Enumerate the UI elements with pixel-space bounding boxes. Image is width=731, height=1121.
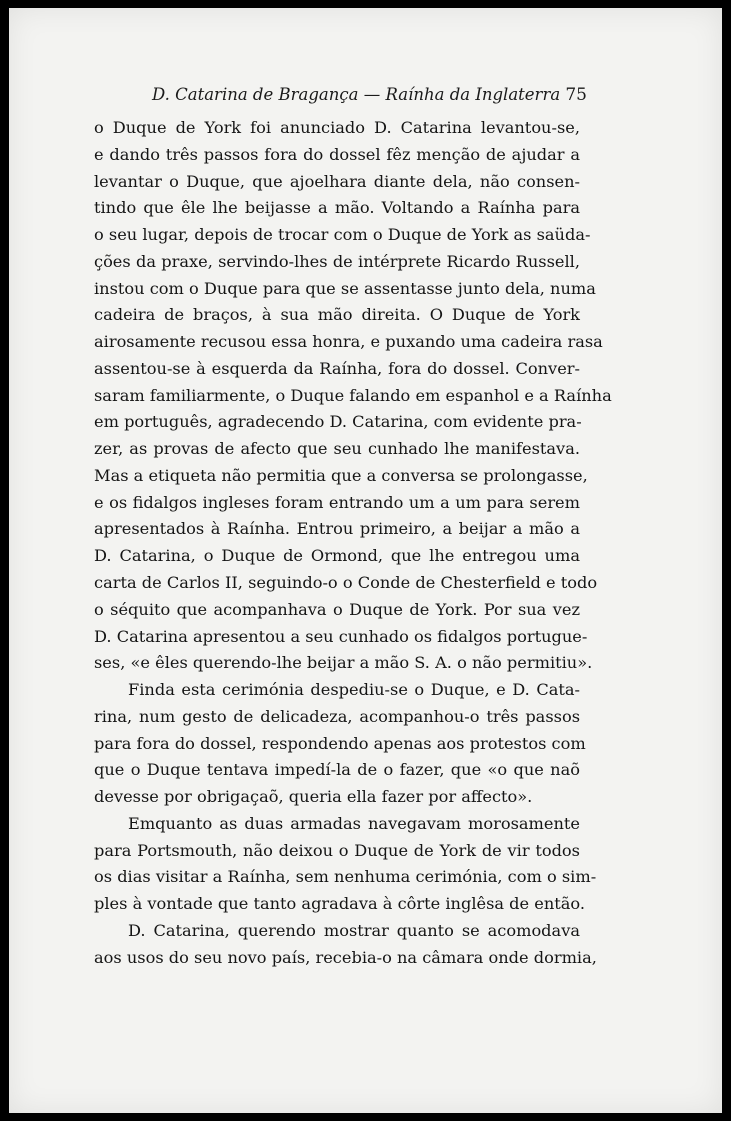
text-line: airosamente recusou essa honra, e puxando uma cadeira rasa xyxy=(94,332,603,352)
text-line: o Duque de York foi anunciado D. Catarina levantou-se, xyxy=(94,118,580,137)
paragraph-start-line: D. Catarina, querendo mostrar quanto se acomodava xyxy=(128,920,580,940)
text-line: instou com o Duque para que se assentasse junto dela, numa xyxy=(94,278,596,298)
text-line: cadeira de braços, à sua mão direita. O Duque de York xyxy=(94,305,580,325)
text-line: aos usos do seu novo país, recebia-o na câmara onde dormia, xyxy=(94,947,597,967)
text-line: tindo que êle lhe beijasse a mão. Voltando a Raínha para xyxy=(94,198,580,218)
text-line: ples à vontade que tanto agradava à côrte inglêsa de então. xyxy=(94,894,586,914)
running-title: D. Catarina de Bragança — Raínha da Inglaterra xyxy=(152,85,561,104)
text-line: o séquito que acompanhava o Duque de York. Por sua vez xyxy=(94,599,580,619)
text-line: ções da praxe, servindo-lhes de intérprete Ricardo Russell, xyxy=(94,251,580,271)
text-line: rina, num gesto de delicadeza, acompanhou-o três passos xyxy=(94,706,580,726)
text-line: em português, agradecendo D. Catarina, com evidente pra- xyxy=(94,412,582,432)
text-line: os dias visitar a Raínha, sem nenhuma cerimónia, com o sim- xyxy=(94,867,597,887)
text-line: devesse por obrigaçaõ, queria ella fazer por affecto». xyxy=(94,787,533,807)
paragraph-start-line: Emquanto as duas armadas navegavam morosamente xyxy=(128,813,580,833)
text-line: e os fidalgos ingleses foram entrando um a um para serem xyxy=(94,492,580,512)
text-line: saram familiarmente, o Duque falando em espanhol e a Raínha xyxy=(94,385,612,405)
text-line: levantar o Duque, que ajoelhara diante dela, não consen- xyxy=(94,171,580,191)
body-text xyxy=(94,115,612,972)
running-header xyxy=(152,85,587,105)
text-line: zer, as provas de afecto que seu cunhado lhe manifestava. xyxy=(94,439,580,459)
text-line: o seu lugar, depois de trocar com o Duque de York as saüda- xyxy=(94,225,591,245)
text-line: que o Duque tentava impedí-la de o fazer, que «o que naõ xyxy=(94,760,580,780)
text-line: para fora do dossel, respondendo apenas aos protestos com xyxy=(94,733,586,753)
text-line: para Portsmouth, não deixou o Duque de York de vir todos xyxy=(94,840,580,860)
text-line: e dando três passos fora do dossel fêz menção de ajudar a xyxy=(94,144,580,164)
paragraph-start-line: Finda esta cerimónia despediu-se o Duque, e D. Cata- xyxy=(128,680,580,700)
text-line: carta de Carlos II, seguindo-o o Conde de Chesterfield e todo xyxy=(94,573,598,593)
text-line: assentou-se à esquerda da Raínha, fora do dossel. Conver- xyxy=(94,358,580,378)
page-number: 75 xyxy=(565,85,587,105)
text-line: D. Catarina apresentou a seu cunhado os fidalgos portugue- xyxy=(94,626,588,646)
text-line: apresentados à Raínha. Entrou primeiro, a beijar a mão a xyxy=(94,519,580,539)
text-line: Mas a etiqueta não permitia que a conversa se prolongasse, xyxy=(94,465,588,485)
text-line: ses, «e êles querendo-lhe beijar a mão S. A. o não permitiu». xyxy=(94,653,593,673)
text-line: D. Catarina, o Duque de Ormond, que lhe entregou uma xyxy=(94,546,580,566)
